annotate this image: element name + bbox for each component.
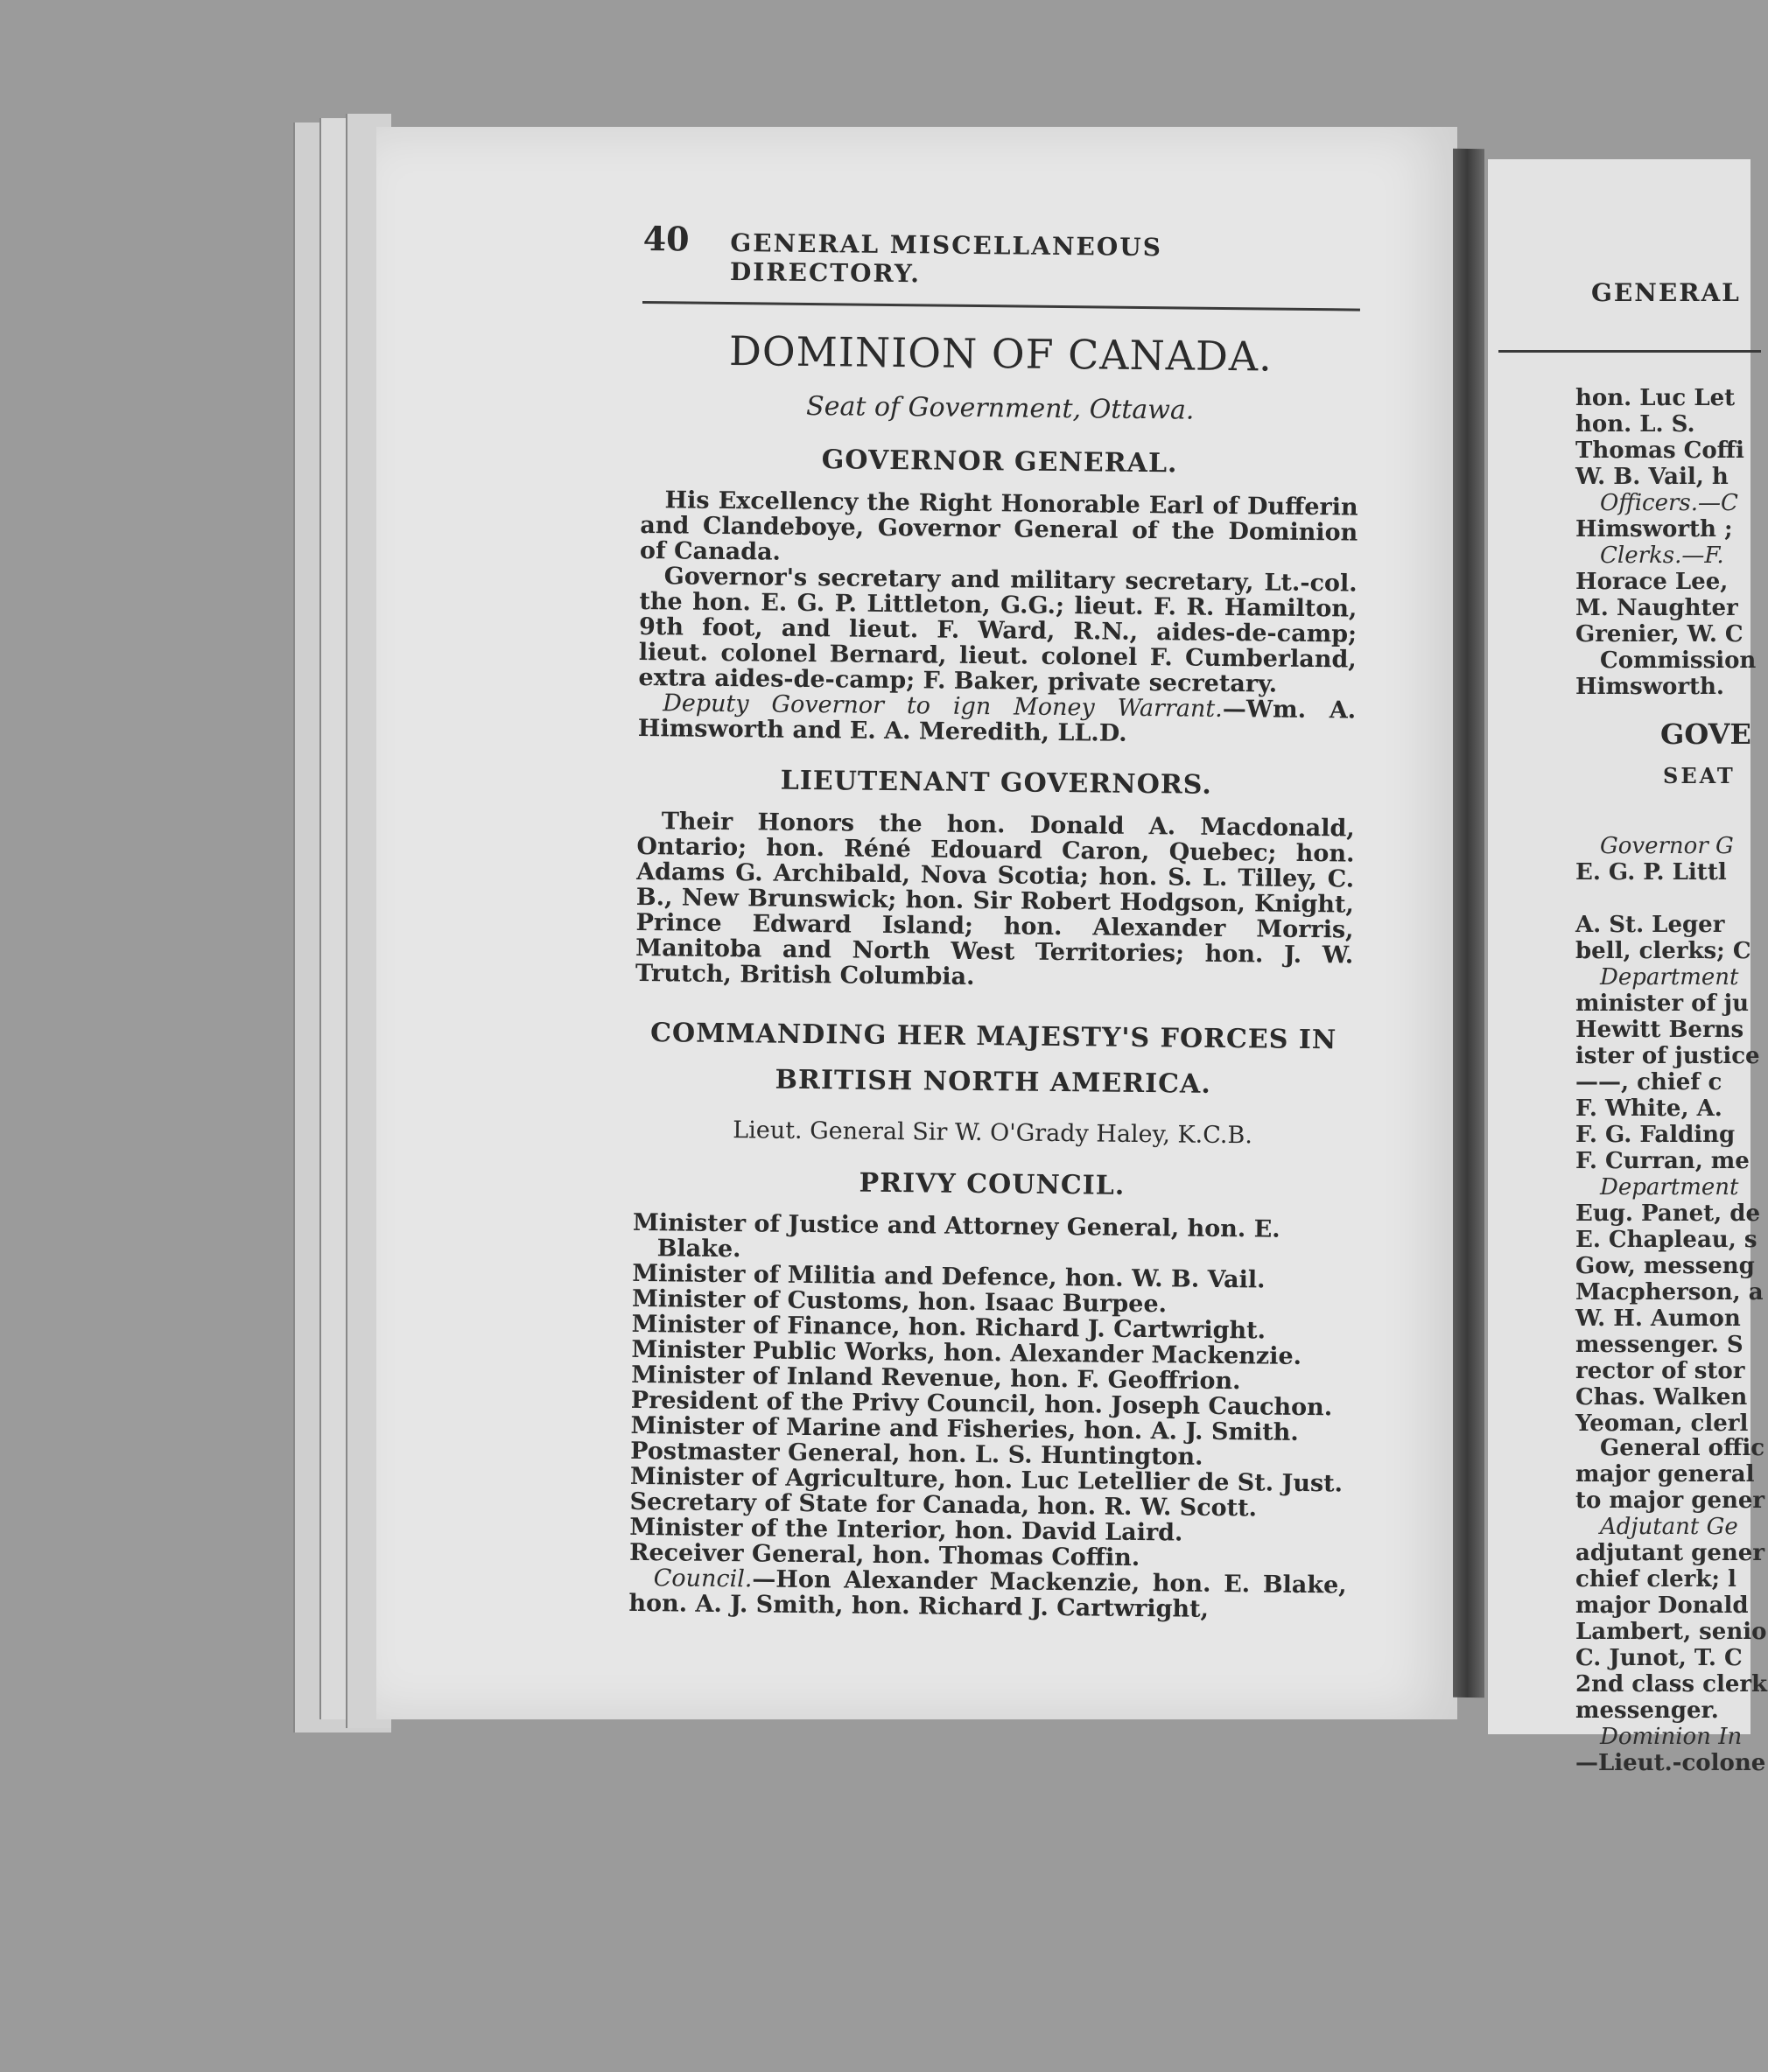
right-line: hon. L. S. bbox=[1575, 411, 1695, 438]
right-line: Department bbox=[1600, 1174, 1739, 1200]
list-item: Minister of Justice and Attorney General, hon. E. Blake. bbox=[632, 1208, 1280, 1264]
right-line: Himsworth. bbox=[1575, 674, 1724, 700]
right-column-middle bbox=[1575, 833, 1768, 1437]
deputy-governor-text: —Wm. A. Himsworth and E. A. Meredith, LL.D. bbox=[637, 695, 1357, 747]
right-line bbox=[1575, 886, 1768, 912]
right-line: Lambert, senio bbox=[1575, 1619, 1767, 1645]
right-line: 2nd class clerk bbox=[1575, 1671, 1768, 1698]
book-gutter bbox=[1453, 149, 1484, 1698]
right-line: F. G. Falding bbox=[1575, 1122, 1736, 1148]
governor-secretary-paragraph: Governor's secretary and military secretary, Lt.-col. the hon. E. G. P. Littleton, G.G.; lieut. F. R. Hamilton, 9th foot, and lieut. F. Ward, R.N., aides-de-camp; lieut. colonel Bernard, lieut. colonel F. Cumberland, extra aides-de-camp; F. Baker, private secretary. bbox=[638, 563, 1358, 698]
list-item: Secretary of State for Canada, hon. R. W. Scott. bbox=[629, 1488, 1258, 1522]
right-heading-governor: GOVE bbox=[1660, 718, 1751, 751]
list-item: Minister of Customs, hon. Isaac Burpee. bbox=[631, 1284, 1168, 1319]
deputy-governor-lead: Deputy Governor to ign Money Warrant. bbox=[663, 690, 1223, 723]
right-line: hon. Luc Let bbox=[1575, 385, 1736, 411]
seat-of-government: Seat of Government, Ottawa. bbox=[805, 390, 1195, 426]
right-line: E. Chapleau, s bbox=[1575, 1227, 1757, 1253]
right-line: Dominion In bbox=[1600, 1724, 1743, 1750]
right-line: Horace Lee, bbox=[1575, 569, 1729, 595]
right-line: Commission bbox=[1600, 648, 1757, 674]
running-header bbox=[642, 219, 1361, 312]
right-line: adjutant gener bbox=[1575, 1540, 1765, 1566]
privy-council-list bbox=[629, 1210, 1351, 1573]
list-item: Minister of Agriculture, hon. Luc Letellier de St. Just. bbox=[629, 1462, 1344, 1498]
list-item: Minister of the Interior, hon. David Laird. bbox=[629, 1513, 1183, 1547]
right-line: F. White, A. bbox=[1575, 1096, 1722, 1122]
right-line: Chas. Walken bbox=[1575, 1384, 1748, 1410]
right-line: major general bbox=[1575, 1461, 1755, 1488]
governor-general-paragraph: His Excellency the Right Honorable Earl of Dufferin and Clandeboye, Governor General of the Dominion of Canada. bbox=[639, 486, 1358, 566]
right-line: Officers.—C bbox=[1600, 490, 1738, 516]
right-line: Governor G bbox=[1600, 833, 1734, 859]
page-title: DOMINION OF CANADA. bbox=[728, 327, 1273, 381]
right-column-top bbox=[1575, 385, 1768, 700]
right-line: Macpherson, a bbox=[1575, 1279, 1764, 1306]
right-line: C. Junot, T. C bbox=[1575, 1645, 1743, 1671]
council-text: —Hon Alexander Mackenzie, hon. E. Blake, hon. A. J. Smith, hon. Richard J. Cartwright, bbox=[628, 1565, 1347, 1623]
right-line: Thomas Coffi bbox=[1575, 438, 1744, 464]
right-line: messenger. bbox=[1575, 1698, 1719, 1724]
forces-heading-line-2: BRITISH NORTH AMERICA. bbox=[775, 1064, 1211, 1100]
right-line: Grenier, W. C bbox=[1575, 621, 1743, 648]
forces-heading-line-1: COMMANDING HER MAJESTY'S FORCES IN bbox=[649, 1018, 1337, 1056]
deputy-governor-paragraph bbox=[638, 690, 1357, 749]
right-line: Department bbox=[1600, 964, 1739, 990]
right-line: messenger. S bbox=[1575, 1332, 1743, 1358]
right-line: ister of justice bbox=[1575, 1043, 1760, 1069]
list-item: President of the Privy Council, hon. Joseph Cauchon. bbox=[630, 1386, 1333, 1422]
lieutenant-governors-paragraph: Their Honors the hon. Donald A. Macdonald, Ontario; hon. Réné Edouard Caron, Quebec; hon. Adams G. Archibald, Nova Scotia; hon. S. L. Tilley, C. B., New Brunswick; hon. Sir Robert Hodgson, Knight, Prince Edward Island; hon. Alexander Morris, Manitoba and North West Territories; hon. J. W. Trutch, British Columbia. bbox=[635, 808, 1355, 991]
list-item: Minister of Finance, hon. Richard J. Cartwright. bbox=[631, 1310, 1266, 1345]
list-item: Minister of Inland Revenue, hon. F. Geoffrion. bbox=[630, 1361, 1241, 1396]
right-line: bell, clerks; C bbox=[1575, 938, 1751, 964]
right-line: ——, chief c bbox=[1575, 1069, 1722, 1096]
right-line: Eug. Panet, de bbox=[1575, 1200, 1760, 1227]
right-line: rector of stor bbox=[1575, 1358, 1745, 1384]
council-lead: Council. bbox=[653, 1564, 753, 1593]
right-column-bottom bbox=[1575, 1435, 1768, 1776]
right-running-title: GENERAL bbox=[1591, 278, 1741, 307]
right-line: W. B. Vail, h bbox=[1575, 464, 1729, 490]
section-heading-governor-general: GOVERNOR GENERAL. bbox=[821, 444, 1178, 480]
right-line: M. Naughter bbox=[1575, 595, 1738, 621]
right-line: minister of ju bbox=[1575, 990, 1749, 1017]
list-item: Minister Public Works, hon. Alexander Mackenzie. bbox=[631, 1335, 1302, 1370]
list-item: Minister of Marine and Fisheries, hon. A. J. Smith. bbox=[630, 1411, 1299, 1446]
page-number: 40 bbox=[642, 219, 690, 259]
right-line: major Donald bbox=[1575, 1592, 1749, 1619]
left-page-content bbox=[628, 219, 1361, 1623]
council-paragraph bbox=[628, 1565, 1347, 1624]
running-title: GENERAL MISCELLANEOUS DIRECTORY. bbox=[729, 228, 1163, 289]
right-line: Yeoman, clerl bbox=[1575, 1410, 1749, 1437]
right-line: Adjutant Ge bbox=[1600, 1514, 1738, 1540]
right-header-rule bbox=[1498, 350, 1761, 353]
right-line: Hewitt Berns bbox=[1575, 1017, 1744, 1043]
right-line: W. H. Aumon bbox=[1575, 1306, 1741, 1332]
right-line: Gow, messeng bbox=[1575, 1253, 1755, 1279]
right-line: chief clerk; l bbox=[1575, 1566, 1736, 1592]
right-line: Clerks.—F. bbox=[1600, 542, 1724, 569]
right-line: A. St. Leger bbox=[1575, 912, 1725, 938]
forces-commander: Lieut. General Sir W. O'Grady Haley, K.C.B. bbox=[733, 1116, 1253, 1150]
right-line: E. G. P. Littl bbox=[1575, 859, 1727, 886]
right-line: —Lieut.-colone bbox=[1575, 1750, 1766, 1776]
section-heading-forces bbox=[634, 1011, 1352, 1110]
list-item: Receiver General, hon. Thomas Coffin. bbox=[628, 1538, 1140, 1572]
section-heading-privy-council: PRIVY COUNCIL. bbox=[859, 1167, 1126, 1201]
right-heading-seat: SEAT bbox=[1663, 763, 1736, 788]
right-line: General offic bbox=[1600, 1435, 1765, 1461]
right-line: to major gener bbox=[1575, 1488, 1765, 1514]
list-item: Postmaster General, hon. L. S. Huntington. bbox=[630, 1437, 1203, 1471]
right-line: Himsworth ; bbox=[1575, 516, 1733, 542]
section-heading-lieutenant-governors: LIEUTENANT GOVERNORS. bbox=[780, 765, 1212, 801]
list-item: Minister of Militia and Defence, hon. W. B. Vail. bbox=[632, 1259, 1266, 1294]
right-line: F. Curran, me bbox=[1575, 1148, 1750, 1174]
